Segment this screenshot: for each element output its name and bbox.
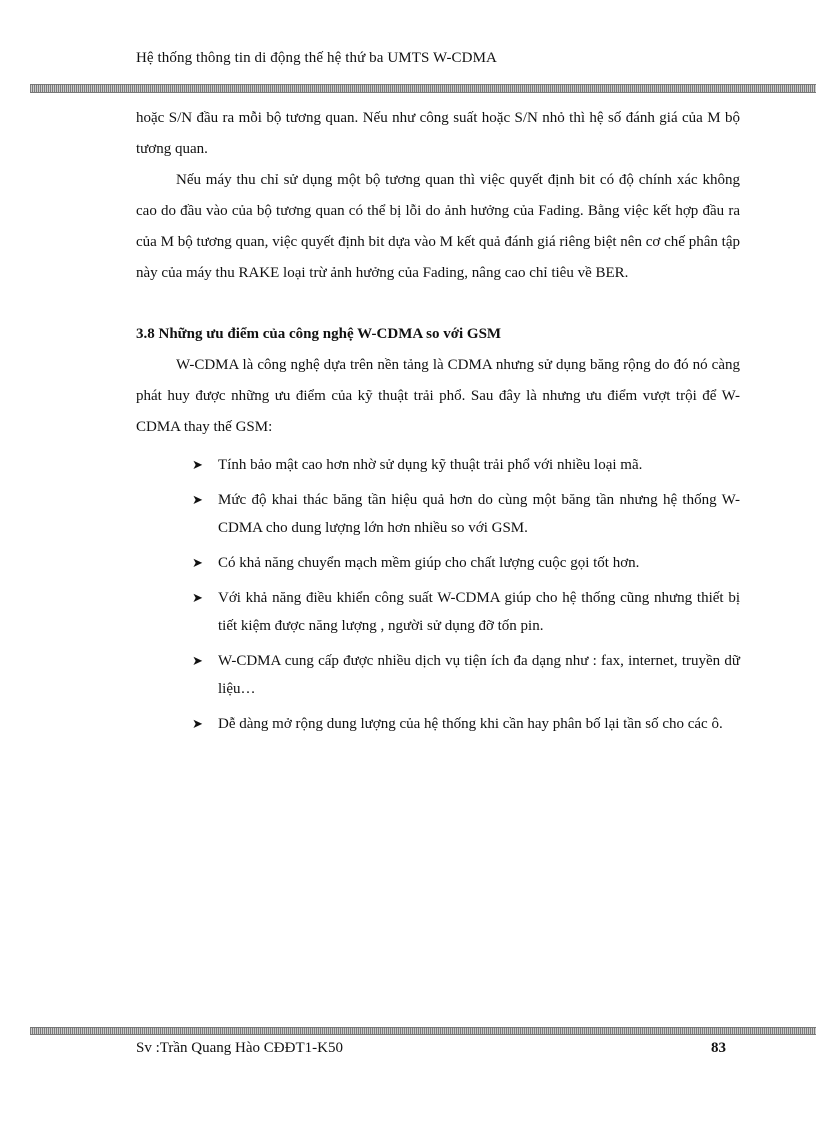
list-item-text: Có khả năng chuyển mạch mềm giúp cho chất lượng cuộc gọi tốt hơn. <box>218 555 640 571</box>
section-intro-paragraph: W-CDMA là công nghệ dựa trên nền tảng là CDMA nhưng sử dụng băng rộng do đó nó càng phát huy được những ưu điểm của kỹ thuật trải phổ. Sau đây là nhưng ưu điểm vượt trội để W-CDMA thay thế GSM: <box>136 357 740 435</box>
page-number: 83 <box>711 1040 726 1056</box>
arrow-bullet-icon: ➤ <box>192 716 203 731</box>
paragraph-rake-receiver: Nếu máy thu chỉ sử dụng một bộ tương quan thì việc quyết định bit có độ chính xác không cao do đầu vào của bộ tương quan có thể bị lỗi do ảnh hưởng của Fading. Bằng việc kết hợp đầu ra của M bộ tương quan, việc quyết định bit dựa vào M kết quả đánh giá riêng biệt nên cơ chế phân tập này của máy thu RAKE loại trừ ảnh hưởng của Fading, nâng cao chỉ tiêu về BER. <box>136 172 740 281</box>
list-item-text: Dễ dàng mở rộng dung lượng của hệ thống khi cần hay phân bố lại tần số cho các ô. <box>218 716 723 732</box>
footer-divider <box>30 1027 816 1035</box>
arrow-bullet-icon: ➤ <box>192 653 203 668</box>
list-item-text: Với khả năng điều khiển công suất W-CDMA giúp cho hệ thống cũng nhưng thiết bị tiết kiệm được năng lượng , người sử dụng đỡ tốn pin. <box>218 590 740 634</box>
paragraph-continuation: hoặc S/N đầu ra mỗi bộ tương quan. Nếu như công suất hoặc S/N nhỏ thì hệ số đánh giá của M bộ tương quan. <box>136 110 740 157</box>
page-header-title: Hệ thống thông tin di động thế hệ thứ ba UMTS W-CDMA <box>136 50 497 66</box>
arrow-bullet-icon: ➤ <box>192 457 203 472</box>
page-body <box>136 103 740 745</box>
list-item <box>192 710 740 738</box>
list-item <box>192 647 740 703</box>
advantages-list <box>136 451 740 738</box>
list-item <box>192 486 740 542</box>
section-heading: 3.8 Những ưu điểm của công nghệ W-CDMA so với GSM <box>136 326 502 342</box>
arrow-bullet-icon: ➤ <box>192 555 203 570</box>
arrow-bullet-icon: ➤ <box>192 492 203 507</box>
list-item <box>192 549 740 577</box>
list-item-text: W-CDMA cung cấp được nhiều dịch vụ tiện ích đa dạng như : fax, internet, truyền dữ liệu… <box>218 653 740 697</box>
footer-author: Sv :Trần Quang Hào CĐĐT1-K50 <box>136 1040 343 1056</box>
header-divider <box>30 84 816 93</box>
list-item <box>192 451 740 479</box>
arrow-bullet-icon: ➤ <box>192 590 203 605</box>
list-item-text: Tính bảo mật cao hơn nhờ sử dụng kỹ thuật trải phổ với nhiều loại mã. <box>218 457 643 473</box>
list-item <box>192 584 740 640</box>
list-item-text: Mức độ khai thác băng tần hiệu quả hơn do cùng một băng tần nhưng hệ thống W-CDMA cho dung lượng lớn hơn nhiều so với GSM. <box>218 492 740 536</box>
